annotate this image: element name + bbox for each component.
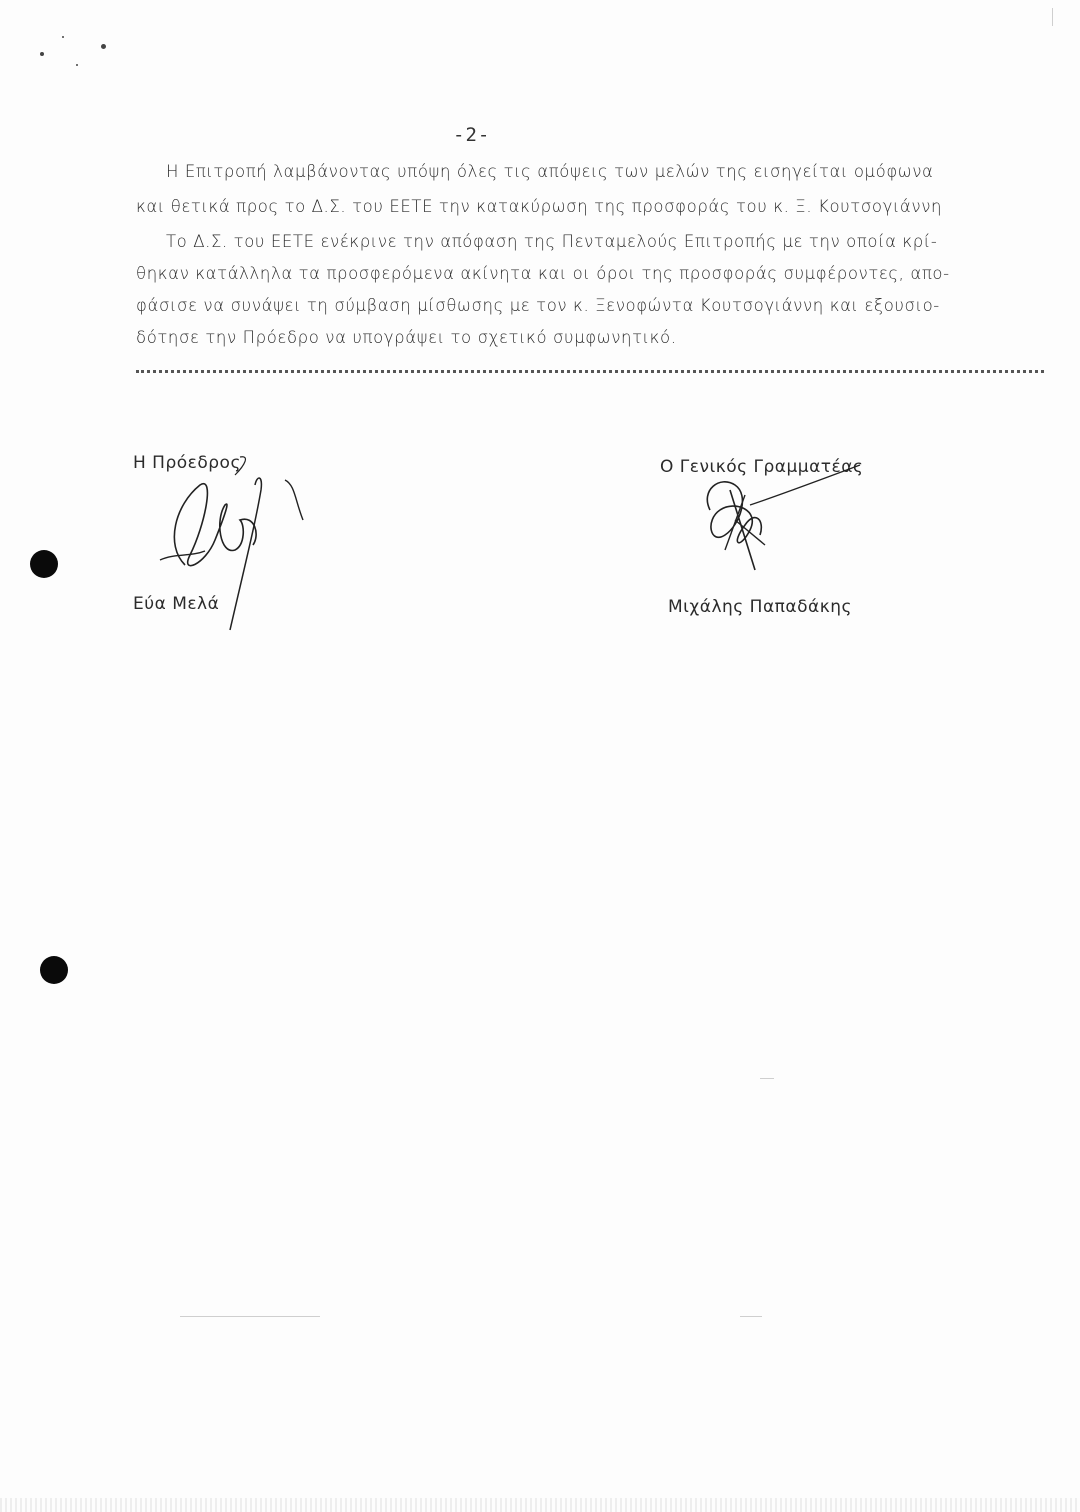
paragraph-line: Η Επιτροπή λαμβάνοντας υπόψη όλες τις απόψεις των μελών της εισηγείται ομόφωνα — [166, 162, 934, 181]
scan-speck — [40, 52, 44, 56]
punch-hole — [30, 550, 58, 578]
paragraph-line: θηκαν κατάλληλα τα προσφερόμενα ακίνητα και οι όροι της προσφοράς συμφέροντες, απο- — [136, 264, 950, 283]
paragraph-line: Το Δ.Σ. του ΕΕΤΕ ενέκρινε την απόφαση της Πενταμελούς Επιτροπής με την οποία κρί- — [166, 232, 938, 251]
paragraph-line: φάσισε να συνάψει τη σύμβαση μίσθωσης με τον κ. Ξενοφώντα Κουτσογιάννη και εξουσιο- — [136, 296, 940, 315]
scan-speck — [62, 36, 64, 38]
scan-mark — [740, 1316, 762, 1317]
paragraph-line: δότησε την Πρόεδρο να υπογράψει το σχετικό συμφωνητικό. — [136, 328, 677, 347]
scan-speck — [76, 64, 78, 66]
signature-right-icon — [690, 450, 890, 580]
scan-mark — [180, 1316, 320, 1317]
scan-edge — [0, 1498, 1080, 1512]
signatory-name-right: Μιχάλης Παπαδάκης — [668, 597, 852, 617]
punch-hole — [40, 956, 68, 984]
signatory-title-left: Η Πρόεδρος — [133, 453, 241, 473]
scan-speck — [101, 44, 106, 49]
scan-mark — [1052, 8, 1053, 26]
paragraph-line: και θετικά προς το Δ.Σ. του ΕΕΤΕ την κατακύρωση της προσφοράς του κ. Ξ. Κουτσογιάννη — [136, 197, 943, 216]
scan-mark — [760, 1078, 774, 1079]
dotted-separator — [136, 362, 1044, 373]
page-number: -2- — [453, 124, 491, 146]
signatory-title-right: Ο Γενικός Γραμματέας — [660, 457, 864, 477]
signatory-name-left: Εύα Μελά — [133, 594, 220, 614]
